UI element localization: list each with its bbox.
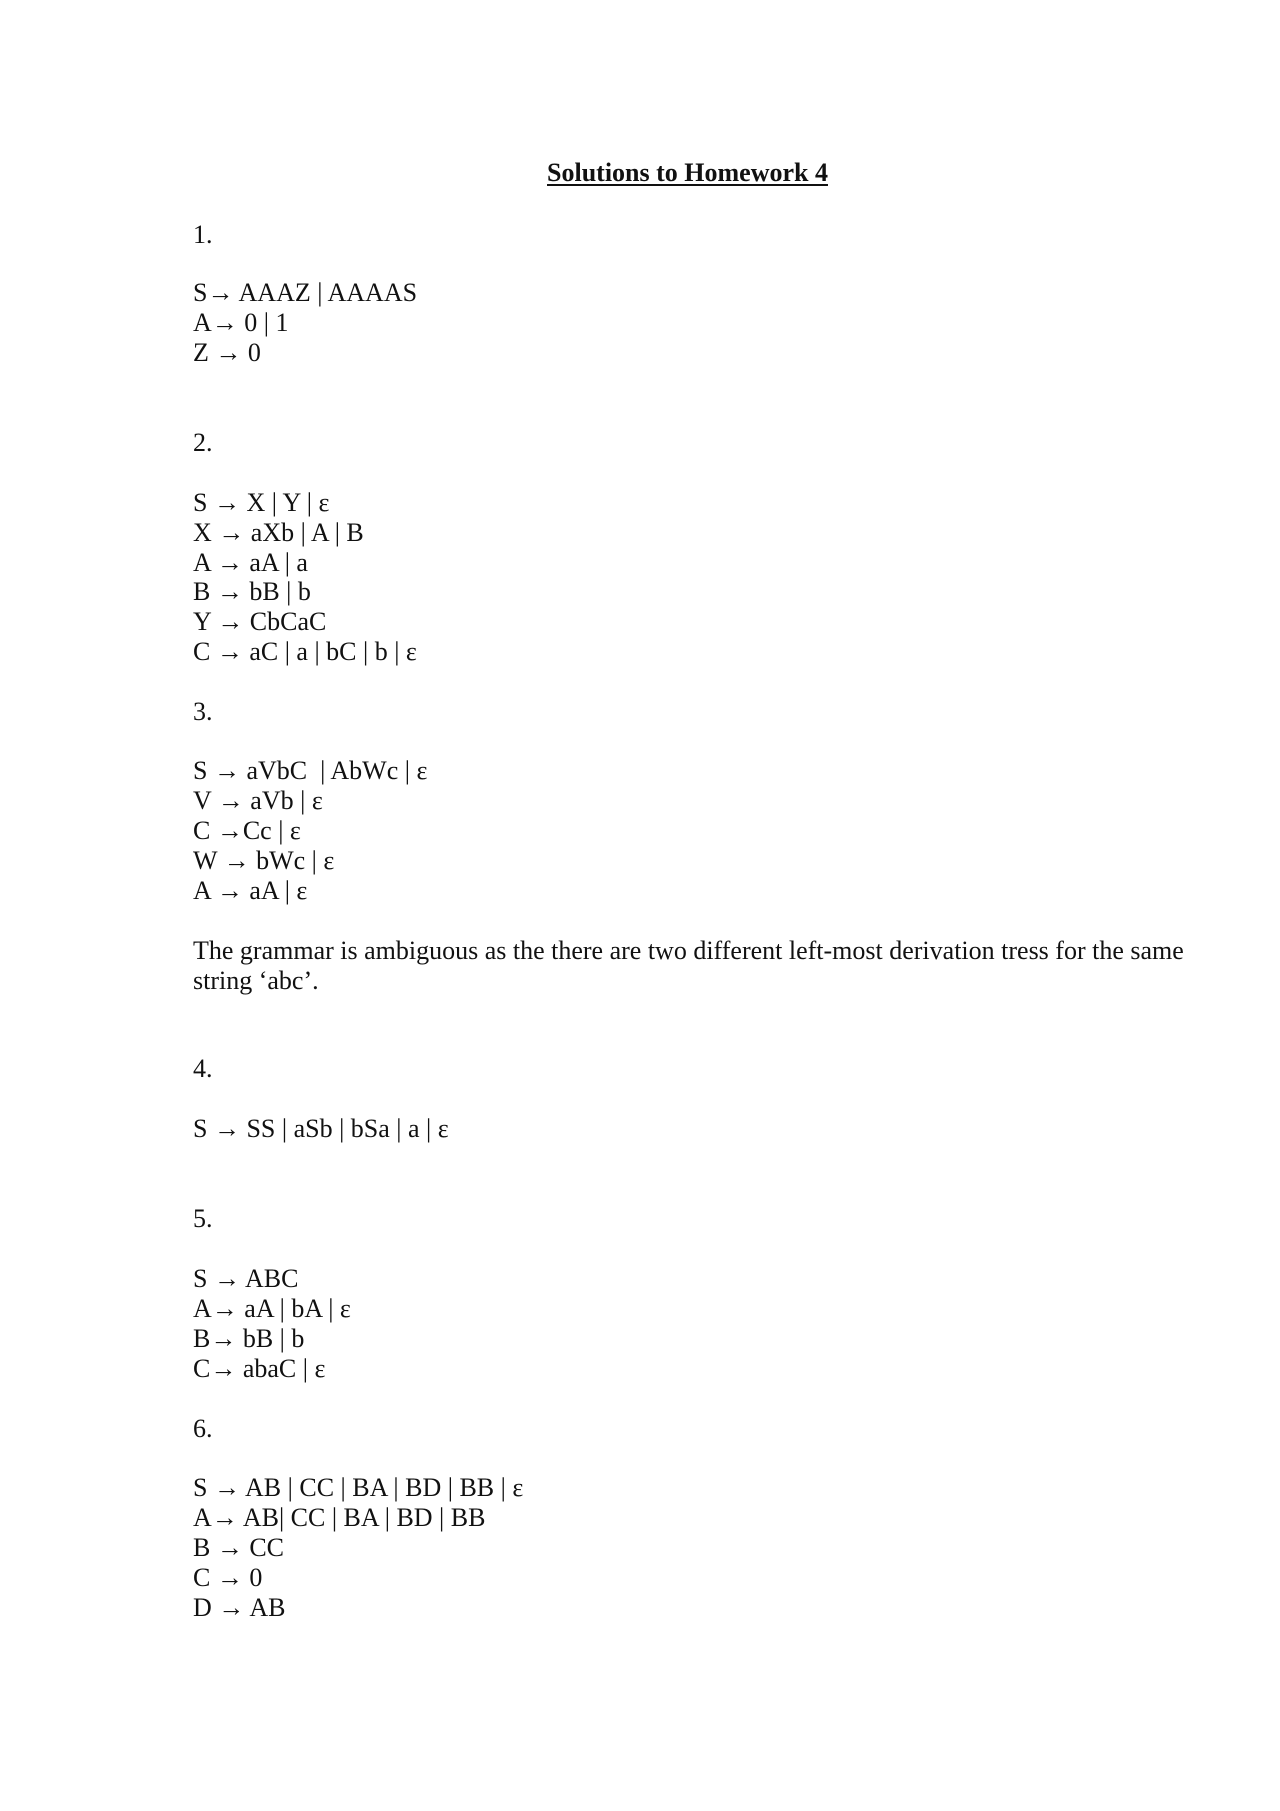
- problem-5-rule: S → ABC: [193, 1264, 299, 1293]
- problem-2-rule: Y → CbCaC: [193, 607, 327, 636]
- problem-4-rule: S → SS | aSb | bSa | a | ε: [193, 1114, 449, 1143]
- problem-3-rule: S → aVbC | AbWc | ε: [193, 756, 428, 785]
- problem-1-rule: A→ 0 | 1: [193, 308, 289, 337]
- problem-3-rule: C →Cc | ε: [193, 816, 301, 845]
- problem-2-rule: A → aA | a: [193, 548, 308, 577]
- problem-6-rule: A→ AB| CC | BA | BD | BB: [193, 1503, 486, 1532]
- problem-5-rule: A→ aA | bA | ε: [193, 1294, 351, 1323]
- problem-3-number: 3.: [193, 697, 213, 726]
- problem-3-rule: V → aVb | ε: [193, 786, 323, 815]
- problem-3-rule: W → bWc | ε: [193, 846, 335, 875]
- problem-6-rule: B → CC: [193, 1533, 285, 1562]
- problem-1-rule: Z → 0: [193, 338, 261, 367]
- problem-2-rule: X → aXb | A | B: [193, 518, 364, 547]
- page-title: Solutions to Homework 4: [547, 158, 828, 187]
- problem-3-note: The grammar is ambiguous as the there are two different left-most derivation tress for the same string ‘abc’.: [193, 936, 1184, 995]
- problem-6-rule: D → AB: [193, 1593, 286, 1622]
- problem-4-number: 4.: [193, 1054, 213, 1083]
- problem-3-rule: A → aA | ε: [193, 876, 308, 905]
- problem-5-number: 5.: [193, 1204, 213, 1233]
- problem-5-rule: C→ abaC | ε: [193, 1354, 326, 1383]
- problem-6-number: 6.: [193, 1414, 213, 1443]
- problem-1-number: 1.: [193, 220, 213, 249]
- problem-5-rule: B→ bB | b: [193, 1324, 305, 1353]
- problem-2-rule: B → bB | b: [193, 577, 311, 606]
- problem-2-rule: C → aC | a | bC | b | ε: [193, 637, 417, 666]
- problem-2-rule: S → X | Y | ε: [193, 488, 330, 517]
- problem-6-rule: S → AB | CC | BA | BD | BB | ε: [193, 1473, 524, 1502]
- problem-6-rule: C → 0: [193, 1563, 263, 1592]
- problem-1-rule: S→ AAAZ | AAAAS: [193, 278, 418, 307]
- problem-2-number: 2.: [193, 428, 213, 457]
